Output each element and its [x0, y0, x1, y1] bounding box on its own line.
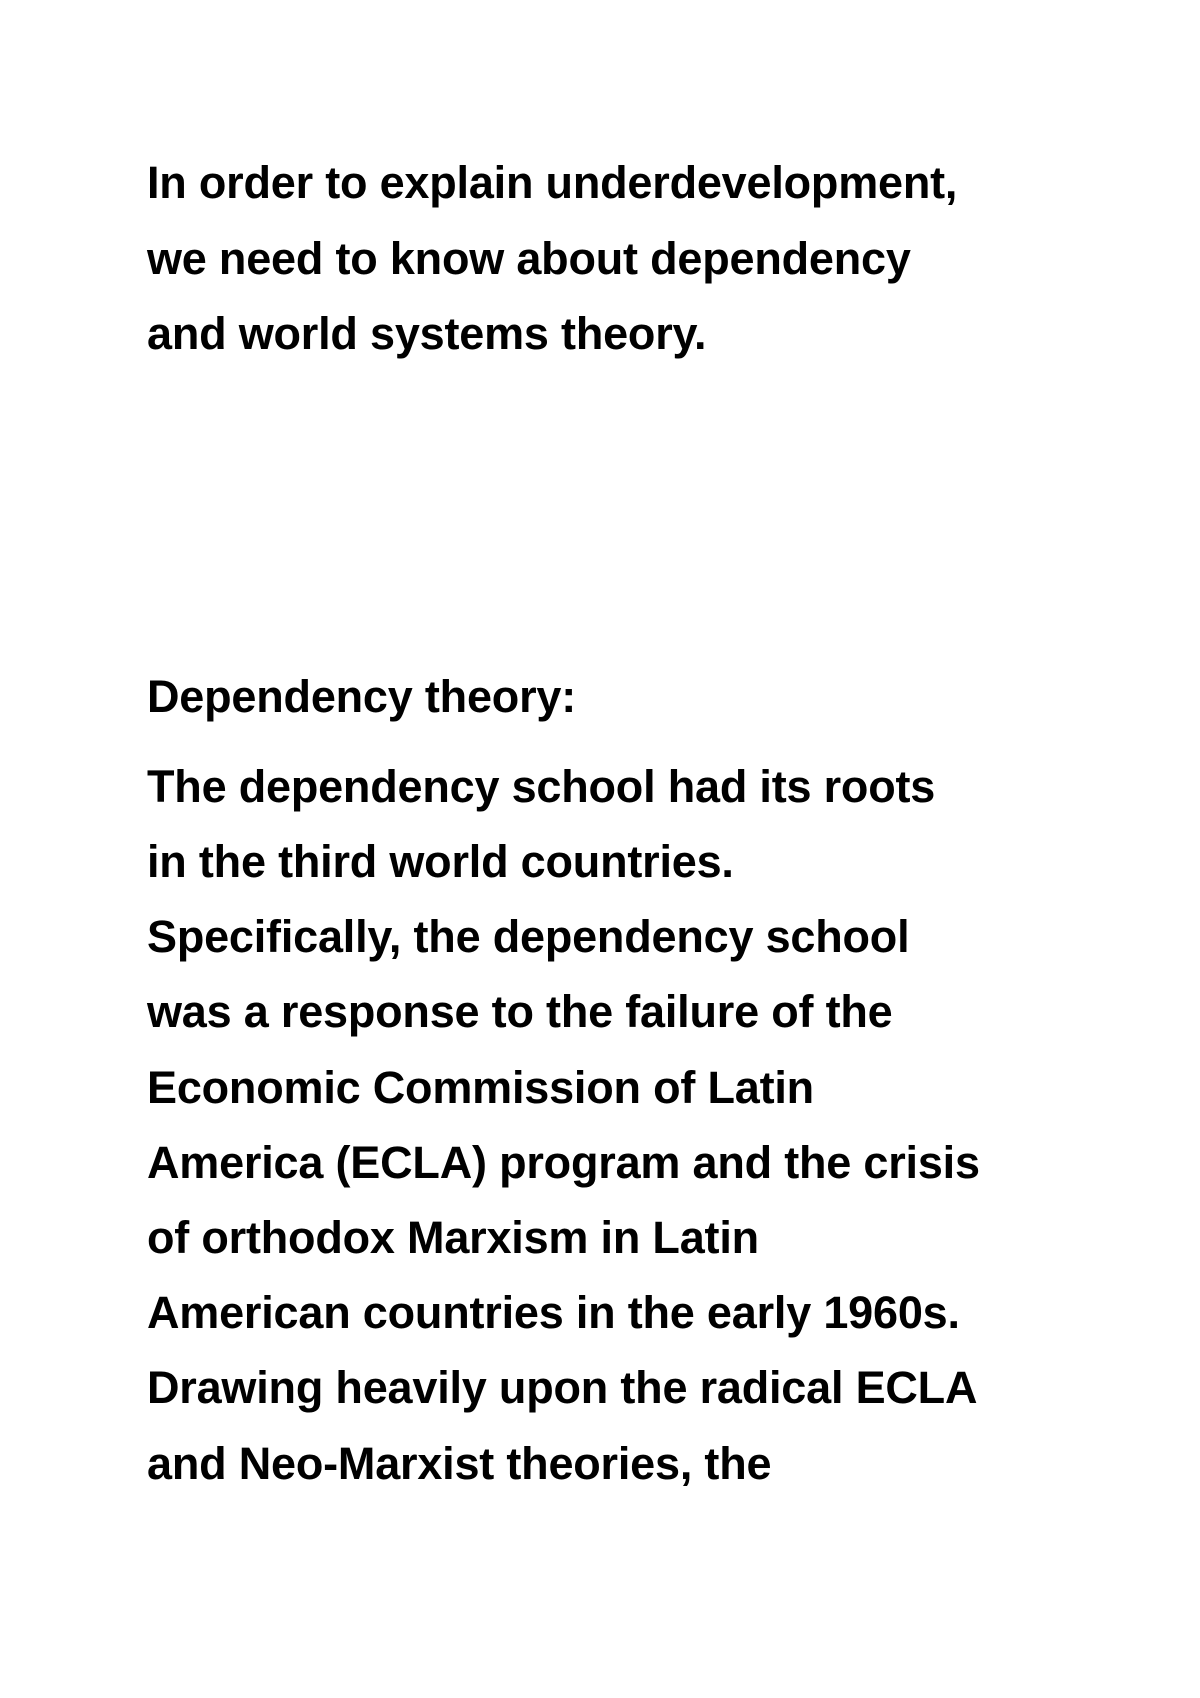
body-line: Economic Commission of Latin: [147, 1062, 814, 1113]
body-line: Specifically, the dependency school: [147, 911, 910, 962]
body-line: in the third world countries.: [147, 836, 734, 887]
intro-line: In order to explain underdevelopment,: [147, 157, 958, 208]
intro-line: and world systems theory.: [147, 308, 707, 359]
body-line: America (ECLA) program and the crisis: [147, 1137, 980, 1188]
section-heading: Dependency theory:: [147, 671, 576, 722]
body-line: Drawing heavily upon the radical ECLA: [147, 1362, 978, 1413]
intro-line: we need to know about dependency: [147, 233, 911, 284]
body-line: American countries in the early 1960s.: [147, 1287, 960, 1338]
body-line: and Neo-Marxist theories, the: [147, 1438, 772, 1489]
body-line: The dependency school had its roots: [147, 761, 936, 812]
body-line: was a response to the failure of the: [147, 986, 893, 1037]
body-line: of orthodox Marxism in Latin: [147, 1212, 759, 1263]
